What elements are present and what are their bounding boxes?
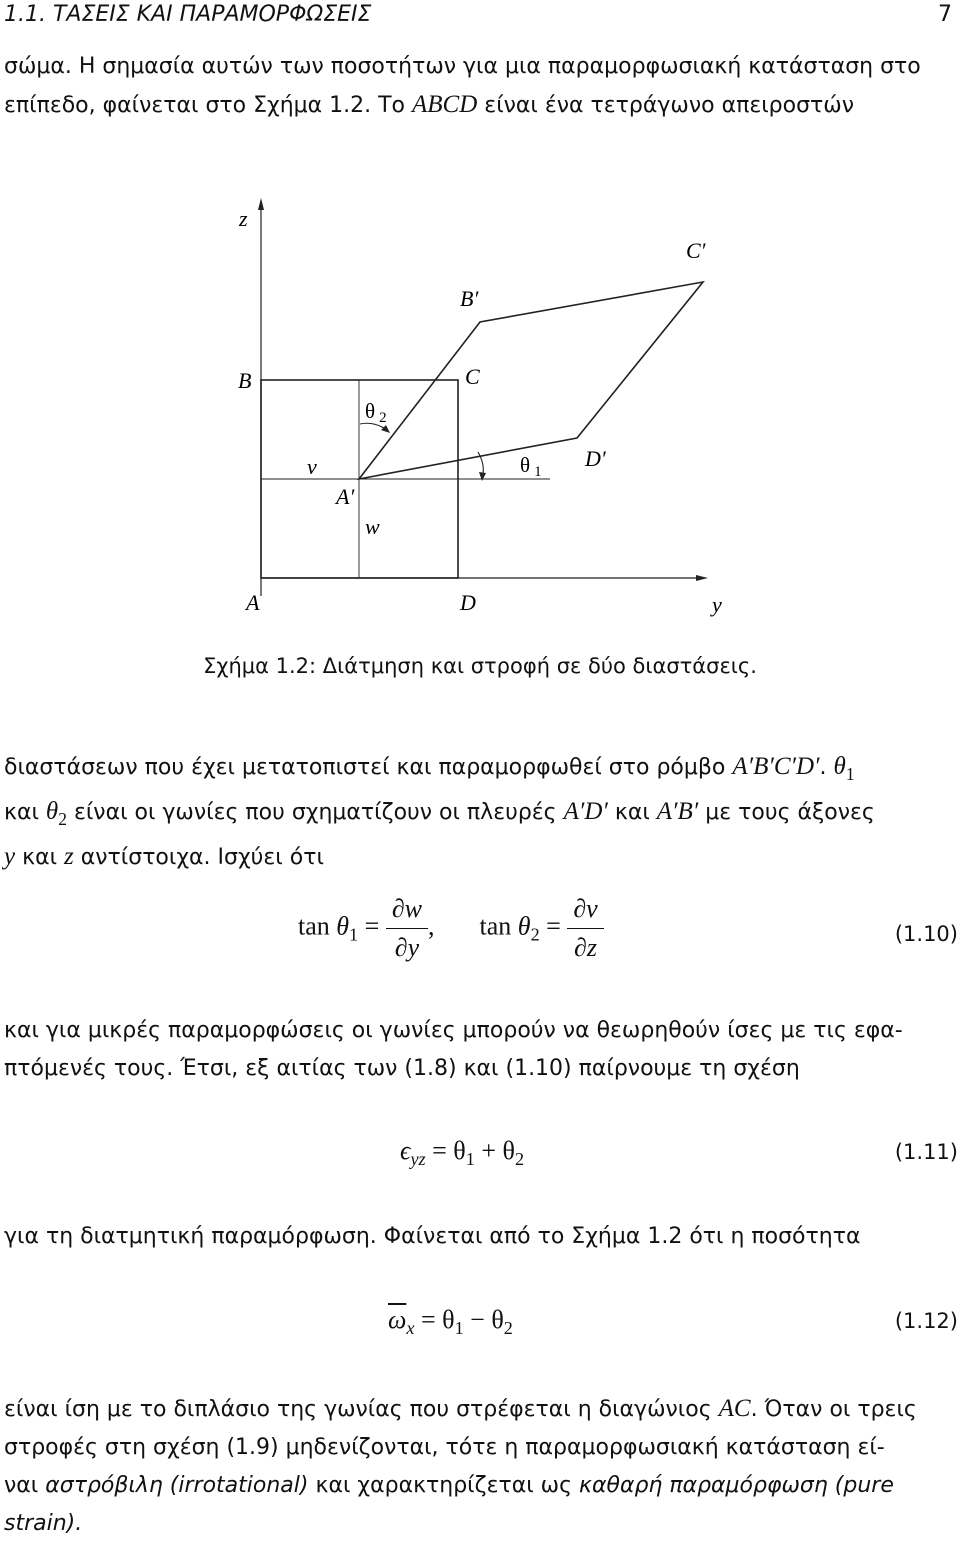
subscript: 1 bbox=[454, 1318, 464, 1339]
equation-rhs: = θ bbox=[420, 1305, 455, 1334]
text-line bbox=[4, 86, 956, 125]
figure-shear-rotation bbox=[0, 190, 960, 650]
theta1-subscript: 1 bbox=[534, 464, 542, 480]
text-span: και bbox=[4, 800, 39, 825]
denominator: ∂z bbox=[574, 933, 597, 962]
text-span: . bbox=[819, 755, 834, 780]
subscript: yz bbox=[410, 1149, 426, 1170]
label-a-prime: A′ bbox=[336, 484, 355, 509]
equation-number-1-10: (1.10) bbox=[894, 922, 958, 946]
text-line: στροφές στη σχέση (1.9) μηδενίζονται, τότε η παραμορφωσιακή κατάσταση εί- bbox=[4, 1435, 885, 1460]
text-line bbox=[4, 1467, 956, 1505]
math-apbp: A′B′ bbox=[656, 798, 699, 825]
text-line bbox=[4, 838, 956, 877]
label-theta1 bbox=[520, 453, 542, 480]
math-ac: AC bbox=[718, 1395, 751, 1422]
paragraph-intro bbox=[4, 48, 956, 125]
paragraph-shear bbox=[4, 1218, 956, 1256]
paragraph-irrotational bbox=[4, 1390, 956, 1543]
italic-term: καθαρή παραμόρφωση (pure bbox=[579, 1473, 894, 1498]
equation-number-1-12: (1.12) bbox=[894, 1309, 958, 1333]
text-span: και χαρακτηρίζεται ως bbox=[315, 1473, 573, 1498]
theta1-arrowhead bbox=[479, 472, 486, 481]
text-line: σώμα. Η σημασία αυτών των ποσοτήτων για μια παραμορφωσιακή κατάσταση στο bbox=[4, 54, 921, 79]
comma: , bbox=[428, 911, 435, 941]
theta-symbol: θ bbox=[45, 798, 59, 825]
math-y: y bbox=[4, 843, 16, 870]
label-b-prime: B′ bbox=[460, 286, 479, 311]
label-c-prime: C′ bbox=[686, 238, 706, 263]
theta-symbol: θ bbox=[336, 911, 350, 941]
text-line bbox=[4, 1390, 956, 1429]
label-theta2 bbox=[365, 399, 387, 426]
text-line bbox=[4, 748, 956, 793]
label-b: B bbox=[238, 368, 252, 393]
equals-sign: = bbox=[546, 911, 561, 941]
label-c: C bbox=[465, 364, 480, 389]
math-z: z bbox=[64, 843, 74, 870]
y-axis-arrow bbox=[696, 575, 708, 581]
equals-sign: = bbox=[364, 911, 380, 941]
equation-term: − θ bbox=[470, 1305, 504, 1334]
text-line: για τη διατμητική παραμόρφωση. Φαίνεται από το Σχήμα 1.2 ότι η ποσότητα bbox=[4, 1224, 861, 1249]
label-w: w bbox=[365, 514, 380, 539]
theta2-symbol: θ bbox=[365, 399, 376, 423]
math-theta1 bbox=[833, 753, 855, 784]
italic-term: strain). bbox=[4, 1511, 83, 1536]
theta-symbol: θ bbox=[833, 753, 846, 780]
label-d-prime: D′ bbox=[585, 446, 606, 471]
math-abcd: ABCD bbox=[412, 91, 478, 118]
text-line bbox=[4, 1505, 956, 1543]
figure-caption: Σχήμα 1.2: Διάτμηση και στροφή σε δύο διαστάσεις. bbox=[203, 654, 757, 678]
paragraph-small-deformation bbox=[4, 1012, 956, 1088]
fraction-dw-dy bbox=[386, 894, 428, 963]
equation-1-11 bbox=[400, 1136, 524, 1170]
equation-number-1-11: (1.11) bbox=[894, 1140, 958, 1164]
omega-symbol: $\overline{\omega}$ bbox=[388, 1305, 407, 1334]
math-theta2 bbox=[45, 798, 67, 829]
tan-fn: tan bbox=[298, 911, 330, 941]
equation-1-10 bbox=[298, 894, 604, 963]
subscript: x bbox=[406, 1318, 415, 1339]
subscript: 1 bbox=[465, 1149, 475, 1170]
text-span: και bbox=[22, 845, 58, 870]
text-span: είναι οι γωνίες που σχηματίζουν οι πλευρές bbox=[73, 800, 557, 825]
theta1-symbol: θ bbox=[520, 453, 531, 477]
label-a: A bbox=[246, 590, 260, 615]
theta2-arrowhead bbox=[381, 425, 390, 433]
text-span: . Όταν οι τρεις bbox=[750, 1397, 917, 1422]
subscript: 2 bbox=[503, 1318, 513, 1339]
text-span: είναι ίση με το διπλάσιο της γωνίας που στρέφεται η διαγώνιος bbox=[4, 1397, 712, 1422]
z-axis-arrow bbox=[258, 198, 264, 210]
math-apdp: A′D′ bbox=[563, 798, 608, 825]
text-line bbox=[4, 793, 956, 838]
epsilon-symbol: ϵ bbox=[400, 1136, 411, 1165]
text-span: και bbox=[614, 800, 650, 825]
text-span: διαστάσεων που έχει μετατοπιστεί και παραμορφωθεί στο ρόμβο bbox=[4, 755, 726, 780]
subscript: 1 bbox=[845, 764, 855, 784]
equation-1-12 bbox=[388, 1305, 513, 1339]
page-number: 7 bbox=[938, 2, 952, 27]
italic-term: αστρόβιλη (irrotational) bbox=[45, 1473, 309, 1498]
label-d: D bbox=[460, 590, 476, 615]
numerator: ∂v bbox=[567, 894, 603, 929]
theta-symbol: θ bbox=[517, 911, 531, 941]
theta2-subscript: 2 bbox=[379, 410, 387, 426]
text-span: επίπεδο, φαίνεται στο Σχήμα 1.2. Το bbox=[4, 93, 406, 118]
text-span: αντίστοιχα. Ισχύει ότι bbox=[80, 845, 324, 870]
label-z: z bbox=[239, 206, 248, 231]
fraction-dv-dz bbox=[567, 894, 603, 963]
label-v: v bbox=[307, 454, 317, 479]
text-span: με τους άξονες bbox=[705, 800, 875, 825]
text-line: πτόμενές τους. Έτσι, εξ αιτίας των (1.8) και (1.10) παίρνουμε τη σχέση bbox=[4, 1056, 800, 1081]
equation-term: + θ bbox=[481, 1136, 515, 1165]
tan-fn: tan bbox=[479, 911, 512, 941]
numerator: ∂w bbox=[386, 894, 428, 929]
equation-rhs: = θ bbox=[432, 1136, 466, 1165]
subscript: 2 bbox=[58, 809, 67, 829]
text-line: και για μικρές παραμορφώσεις οι γωνίες μπορούν να θεωρηθούν ίσες με τις εφα- bbox=[4, 1018, 903, 1043]
math-rhombus: A′B′C′D′ bbox=[732, 753, 820, 780]
subscript: 2 bbox=[530, 924, 540, 945]
subscript: 1 bbox=[349, 924, 359, 945]
subscript: 2 bbox=[514, 1149, 525, 1170]
paragraph-rhombus bbox=[4, 748, 956, 877]
denominator: ∂y bbox=[394, 933, 420, 962]
label-y: y bbox=[712, 592, 722, 617]
text-span: ναι bbox=[4, 1473, 39, 1498]
text-span: είναι ένα τετράγωνο απειροστών bbox=[484, 93, 854, 118]
running-header-section: 1.1. ΤΑΣΕΙΣ ΚΑΙ ΠΑΡΑΜΟΡΦΩΣΕΙΣ bbox=[4, 2, 372, 27]
